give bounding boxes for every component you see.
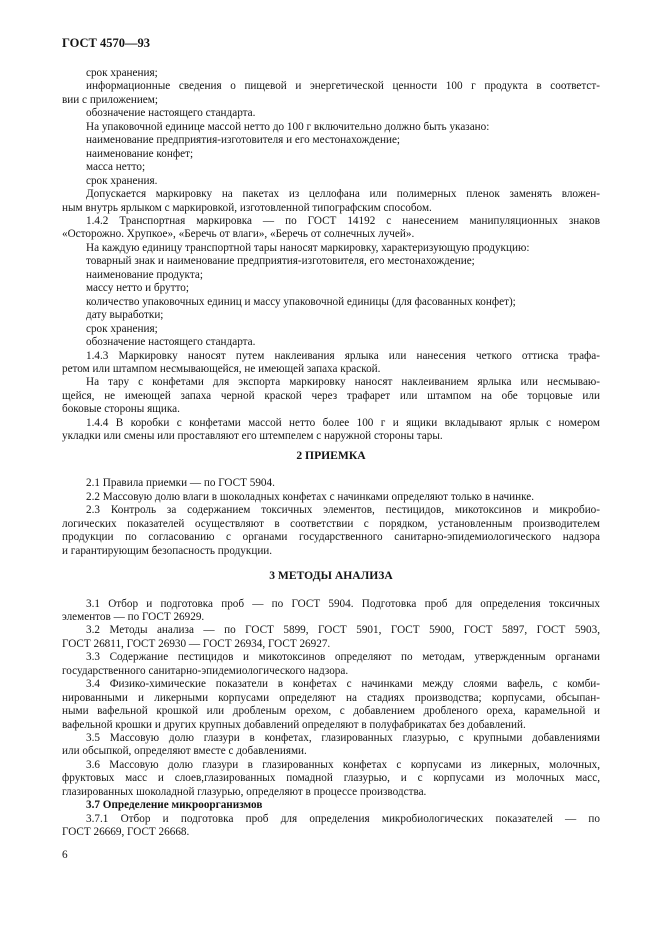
- text-line: 3.7.1 Отбор и подготовка проб для определения микробиологических показателей — по: [86, 812, 600, 825]
- paragraph: [62, 350, 600, 377]
- text-line: ным внутрь ярлыком с маркировкой, изготовленной типографским способом.: [62, 201, 432, 214]
- text-line: 1.4.3 Маркировку наносят путем наклеивания ярлыка или нанесения четкого оттиска трафа-: [86, 349, 600, 362]
- paragraph: [62, 624, 600, 651]
- text-line: и гарантирующим безопасность продукции.: [62, 544, 273, 557]
- paragraph: [62, 255, 600, 268]
- paragraph: [62, 107, 600, 120]
- text-line: 3.1 Отбор и подготовка проб — по ГОСТ 5904. Подготовка проб для определения токсичных: [86, 597, 600, 610]
- text-line: товарный знак и наименование предприятия-изготовителя, его местонахождение;: [86, 255, 475, 268]
- section-heading: 3 МЕТОДЫ АНАЛИЗА: [269, 569, 393, 583]
- text-line: На упаковочной единице массой нетто до 100 г включительно должно быть указано:: [86, 120, 490, 133]
- paragraph: [62, 148, 600, 161]
- paragraph: [62, 161, 600, 174]
- paragraph: [62, 269, 600, 282]
- text-line: ГОСТ 26811, ГОСТ 26930 — ГОСТ 26934, ГОСТ 26927.: [62, 637, 331, 650]
- paragraph: [62, 296, 600, 309]
- text-line: массу нетто и брутто;: [86, 282, 189, 295]
- paragraph: [62, 477, 600, 490]
- text-line: 2.2 Массовую долю влаги в шоколадных конфетах с начинками определяют только в начинке.: [86, 490, 535, 503]
- text-line: 3.2 Методы анализа — по ГОСТ 5899, ГОСТ 5901, ГОСТ 5900, ГОСТ 5897, ГОСТ 5903,: [86, 624, 600, 637]
- text-line: или обсыпкой, определяют вместе с добавлениями.: [62, 745, 307, 758]
- text-line: боковые стороны ящика.: [62, 403, 180, 416]
- subsection-heading: 3.7 Определение микроорганизмов: [86, 799, 263, 812]
- text-line: количество упаковочных единиц и массу упаковочной единицы (для фасованных конфет);: [86, 295, 516, 308]
- paragraph: [62, 651, 600, 678]
- text-line: Допускается маркировку на пакетах из целлофана или полимерных пленок заменять вложен-: [86, 188, 600, 201]
- paragraph: [62, 759, 600, 799]
- text-line: На каждую единицу транспортной тары наносят маркировку, характеризующую продукцию:: [86, 241, 530, 254]
- text-line: 3.6 Массовую долю глазури в глазированных конфетах с корпусами из ликерных, молочных,: [86, 758, 600, 771]
- text-line: элементов — по ГОСТ 26929.: [62, 610, 205, 623]
- paragraph: [62, 134, 600, 147]
- document-header: ГОСТ 4570—93: [62, 36, 151, 50]
- paragraph: [62, 175, 600, 188]
- paragraph: [62, 242, 600, 255]
- text-line: логических показателей осуществляют в соответствии с порядком, установленным производителем: [62, 517, 600, 530]
- text-line: срок хранения;: [86, 67, 158, 79]
- text-line: информационные сведения о пищевой и энергетической ценности 100 г продукта в соответст-: [86, 80, 600, 93]
- paragraph: [62, 282, 600, 295]
- paragraph: [62, 67, 600, 80]
- paragraph: [62, 417, 600, 444]
- text-line: «Осторожно. Хрупкое», «Беречь от влаги», «Беречь от солнечных лучей».: [62, 228, 415, 241]
- text-line: наименование предприятия-изготовителя и его местонахождение;: [86, 134, 401, 147]
- paragraph: [62, 491, 600, 504]
- text-line: глазированных шоколадной глазурью, определяют в процессе производства.: [62, 785, 427, 798]
- paragraph: [62, 121, 600, 134]
- text-line: наименование продукта;: [86, 268, 203, 281]
- paragraph: [62, 309, 600, 322]
- text-line: укладки или смены или проставляют его штемпелем с наружной стороны тары.: [62, 430, 443, 443]
- text-line: 1.4.2 Транспортная маркировка — по ГОСТ 14192 с нанесением манипуляционных знаков: [86, 214, 600, 227]
- text-line: 2.3 Контроль за содержанием токсичных элементов, пестицидов, микотоксинов и микробио-: [86, 504, 600, 517]
- text-line: дату выработки;: [86, 309, 164, 322]
- page-number: 6: [62, 849, 68, 861]
- text-line: 3.3 Содержание пестицидов и микотоксинов определяют по методам, утвержденным органами: [86, 651, 600, 664]
- paragraph: [62, 80, 600, 107]
- text-line: срок хранения;: [86, 322, 158, 335]
- paragraph: [62, 504, 600, 558]
- text-line: наименование конфет;: [86, 147, 194, 160]
- text-line: ретом или штампом несмывающейся, не имеющей запаха краской.: [62, 362, 381, 375]
- text-line: ГОСТ 26669, ГОСТ 26668.: [62, 826, 190, 839]
- text-line: срок хранения.: [86, 174, 158, 187]
- text-line: ными вафельной крошкой или дробленым орехом, с добавлением дробленого ореха, карамельной и: [62, 705, 600, 718]
- text-line: нированными и ликерными корпусами определяют на стадиях производства; корпусами, обсыпан-: [62, 691, 600, 704]
- text-line: На тару с конфетами для экспорта маркировку наносят наклеиванием ярлыка или несмываю-: [86, 376, 600, 389]
- paragraph: [62, 813, 600, 840]
- text-line: государственного санитарно-эпидемиологического надзора.: [62, 664, 349, 677]
- paragraph: [62, 598, 600, 625]
- paragraph: [62, 376, 600, 416]
- paragraph: [62, 323, 600, 336]
- text-line: продукции по согласованию с органами государственного санитарно-эпидемиологического надзора: [62, 531, 600, 544]
- paragraph: [62, 678, 600, 732]
- text-line: 2.1 Правила приемки — по ГОСТ 5904.: [86, 477, 275, 490]
- paragraph: [62, 188, 600, 215]
- text-line: вафельной крошки и других крупных добавлений определяют в полуфабрикатах без добавлений.: [62, 718, 526, 731]
- paragraph: [62, 732, 600, 759]
- text-line: обозначение настоящего стандарта.: [86, 336, 256, 349]
- paragraph: [62, 336, 600, 349]
- text-line: фруктовых масс и слоев,глазированных помадной глазурью, и с корпусами из молочных масс,: [62, 772, 600, 785]
- text-line: 1.4.4 В коробки с конфетами массой нетто более 100 г и ящики вкладывают ярлык с номером: [86, 416, 600, 429]
- paragraph: [62, 215, 600, 242]
- section-heading: 2 ПРИЕМКА: [296, 449, 366, 463]
- text-line: обозначение настоящего стандарта.: [86, 107, 256, 120]
- text-line: щейся, не имеющей запаха черной краской через трафарет или штампом на обе торцовые или: [62, 389, 600, 402]
- text-line: 3.5 Массовую долю глазури в конфетах, глазированных глазурью, с крупными добавлениями: [86, 732, 600, 745]
- text-line: 3.4 Физико-химические показатели в конфетах с начинками между слоями вафель, с комби-: [86, 678, 600, 691]
- text-line: масса нетто;: [86, 161, 146, 174]
- text-line: вии с приложением;: [62, 93, 158, 106]
- document-body: [62, 67, 600, 840]
